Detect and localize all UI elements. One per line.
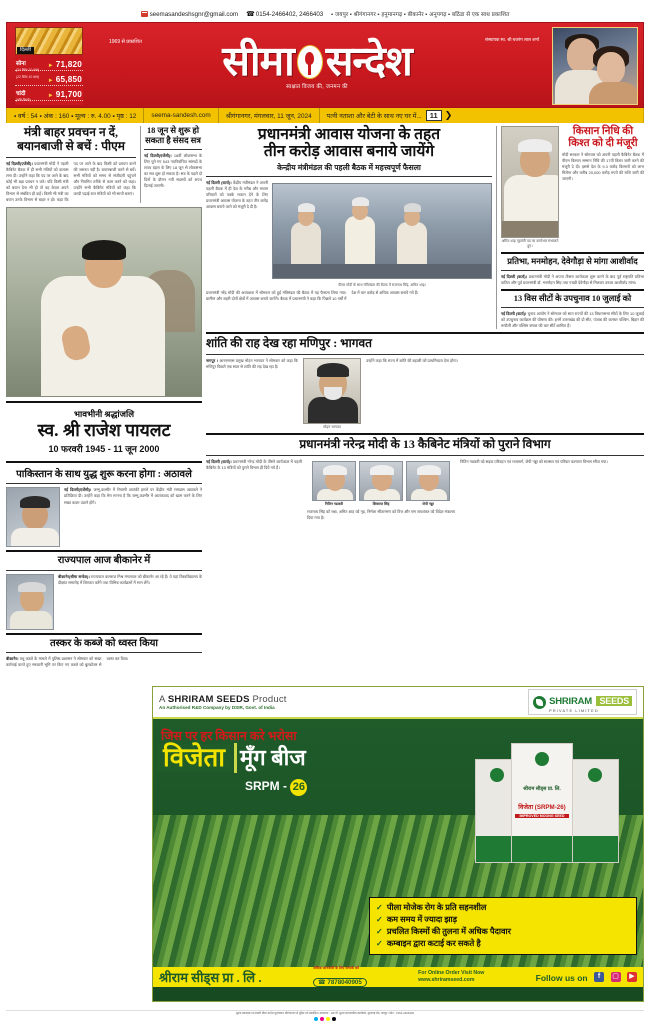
story-headline: पाकिस्तान के साथ युद्ध शुरू करना होगा : अठावले — [16, 468, 192, 480]
story-body — [64, 487, 202, 547]
bhagwat-photo-wrap — [303, 358, 361, 430]
story-minister-speeches[interactable] — [6, 126, 136, 203]
cmyk-magenta — [320, 1017, 324, 1021]
photo-hair — [20, 496, 50, 508]
story-text: राज्यपाल कलराज मिश्र मंगलवार को बीकानेर आ रहे हैं। वे यहां विश्वविद्यालय के दीक्षांत समारोह में शिरकत करेंगे तथा विभिन्न कार्यक्रमों में भाग लेंगे। — [58, 573, 202, 585]
story-parliament-session[interactable] — [140, 126, 202, 203]
divider — [206, 332, 644, 334]
story-smuggler[interactable] — [6, 638, 202, 669]
divider — [6, 483, 202, 484]
obituary-kicker: भावभीनी श्रद्धांजलि — [73, 408, 135, 419]
top-contact-bar — [0, 0, 650, 22]
bullion-rates-box — [15, 27, 83, 105]
benefit-item — [376, 902, 630, 914]
pack-logo-icon — [490, 768, 504, 782]
story-text: वधू कब्जे के मामले में पुलिस-प्रशासन ने सोमवार को सख्त कार्रवाई करते हुए सरकारी भूमि पर किए गए कब्जे को बुलडोजर से ध्वस्त कर दिया। — [6, 656, 129, 668]
ministers-thumbnails — [307, 459, 455, 521]
photo-person-2-hair — [352, 197, 369, 206]
benefit-item — [376, 938, 630, 950]
telephone-icon: ☎ — [246, 11, 254, 18]
lead-text-mid: प्रधानमंत्री नरेंद्र मोदी की अध्यक्षता में सोमवार को हुई मंत्रिमंडल की बैठक में यह फैसला लिया गया। ग्रामीण और शहरी दोनों क्षेत्रों में आवास बनाये जायेंगे। — [206, 289, 347, 301]
rate-label — [16, 53, 39, 72]
photo-desk — [502, 221, 558, 237]
story-dateline: नई दिल्ली(एजेंसी)। — [64, 487, 92, 493]
instagram-icon[interactable]: ▢ — [612, 972, 619, 980]
story-dateline: नई दिल्ली (वार्ता)। — [206, 458, 232, 464]
story-body-col1 — [206, 459, 302, 521]
story-with-photo — [6, 574, 202, 630]
mohan-bhagwat-photo[interactable] — [303, 358, 361, 424]
ad-separator — [234, 743, 237, 773]
logo-text-3: PRIVATE LIMITED — [549, 709, 599, 713]
cmyk-cyan — [314, 1017, 318, 1021]
rate-value: 65,850 — [55, 75, 82, 84]
story-with-photo — [6, 487, 202, 547]
kisan-nidhi-text-wrap — [562, 126, 644, 249]
amit-shah-photo-wrap — [501, 126, 559, 249]
story-athawale[interactable] — [6, 469, 202, 548]
photo-person-b-body — [589, 82, 638, 105]
rate-name: चांदी — [16, 91, 26, 98]
issue-info-strip — [6, 108, 644, 123]
lead-dateline: नई दिल्ली (वार्ता)। — [206, 179, 232, 185]
ad-brand-b: SHRIRAM SEEDS — [167, 694, 250, 705]
cmyk-black — [332, 1017, 336, 1021]
divider — [501, 289, 644, 291]
ad-order-line-1: For Online Order Visit Now — [418, 969, 485, 976]
shriram-seeds-logo — [528, 689, 637, 715]
divider — [206, 354, 644, 355]
flame-shape — [305, 52, 314, 65]
photo-hair — [18, 582, 46, 592]
kisan-nidhi-box[interactable] — [501, 126, 644, 249]
pack-logo-icon — [588, 768, 602, 782]
bhagwat-layout — [206, 358, 644, 430]
facebook-icon[interactable]: f — [594, 972, 604, 982]
check-icon: ✓ — [376, 927, 383, 937]
divider — [6, 550, 202, 552]
story-bypolls[interactable] — [501, 294, 644, 329]
kisan-nidhi-headline: किसान निधि की किश्त को दी मंजूरी — [568, 126, 638, 150]
divider — [501, 270, 644, 271]
colophon-text: मुद्रक प्रकाशक एवं स्वामी सीमा सन्देश मुद्रणालय श्रीगंगानगर से मुद्रित एवं प्रकाशित। सम्पादक : आर.पी. सुतार सम्पादकीय कार्यालय, सुरतगढ़ रोड, जयपुर। फोन : 0154-2466402 — [235, 1011, 415, 1015]
masthead-promo-photo[interactable] — [552, 27, 638, 105]
lead-photo-wrap — [272, 180, 492, 288]
rates-city-label: दिल्ली — [17, 47, 34, 54]
logo-text-1: SHRIRAM — [549, 696, 593, 707]
youtube-icon[interactable]: ▶ — [627, 972, 637, 982]
chevron-right-icon: ❯ — [444, 110, 453, 120]
ad-product-name: विजेता — [157, 744, 231, 773]
ad-product-lockup — [157, 743, 306, 773]
story-text: जम्मू-कश्मीर में रियासी आतंकी हमले पर केंद्रीय मंत्री रामदास अठावले ने प्रतिक्रिया दी। उन्होंने कहा कि मेरा मानना है कि जम्मू-कश्मीर में आतंकवाद को खत्म करने के लिए सख्त कदम उठाने होंगे। — [64, 487, 202, 505]
ad-variety — [245, 779, 307, 796]
rate-row — [15, 86, 83, 101]
email-text: seemasandeshsgnr@gmail.com — [149, 10, 239, 18]
story-text-1: प्रधानमंत्री मोदी ने पहली कैबिनेट बैठक में ही सभी मंत्रियों को कलास लगा दी। उन्होंने कहा कि पद पर आने के बाद कोई भी बड़ा प्रवचन न करे। यदि किसी मंत्री को बयान देना भी हो तो वह केवल अपने विभाग से संबंधित ही कहें। किसी भी मंत्री का बयान उनके विभाग से बाहर न हो। — [6, 160, 69, 202]
photo-person-b-face — [597, 52, 625, 84]
obituary-name: स्व. श्री राजेश पायलट — [37, 419, 171, 440]
ad-tagline: जिस पर हर किसान करे भरोसा — [161, 729, 297, 743]
minister-photo — [406, 461, 450, 501]
logo-text-wrap — [549, 691, 632, 713]
benefit-text: कम समय में ज्यादा झाड़ — [386, 915, 458, 925]
established-line: 1969 से प्रकाशित — [109, 39, 142, 45]
ad-phone-digits: 7878040905 — [327, 978, 362, 986]
story-body — [58, 574, 202, 630]
logo-text-2: SEEDS — [596, 696, 632, 706]
photo-kurta — [41, 276, 165, 396]
check-icon: ✓ — [376, 939, 383, 949]
pack-product: विजेता (SRPM-26) — [518, 804, 566, 811]
ad-product-packs — [475, 733, 625, 863]
ad-contact-block — [313, 966, 367, 989]
photo-hair — [518, 139, 552, 152]
ad-variety-number: 26 — [290, 779, 307, 796]
logo-text-right: सन्देश — [325, 38, 412, 85]
divider — [501, 307, 644, 308]
minister-photo — [359, 461, 403, 501]
benefit-text: कम्बाइन द्वारा कटाई कर सकते है — [386, 939, 481, 949]
story-headline: प्रधानमंत्री नरेन्द्र मोदी के 13 कैबिनेट मंत्रियों को पुराने विभाग — [299, 436, 551, 451]
minister-row — [307, 461, 455, 507]
photo-hair — [82, 240, 126, 260]
email-item — [141, 11, 238, 18]
masthead — [6, 22, 644, 108]
lead-headline-line-1: प्रधानमंत्री आवास योजना के तहत — [257, 126, 441, 143]
ad-follow-label: Follow us on — [535, 973, 588, 983]
story-text-1: प्रधानमंत्री नरेन्द्र मोदी के तीसरे कार्यकाल में पहली कैबिनेट के 13 मंत्रियों को पुराने विभाग ही दिये गये हैं। — [206, 458, 302, 470]
rate-sub: (प्रति किलो) — [16, 98, 31, 103]
lead-body-left — [206, 180, 268, 288]
photo-person-1-hair — [298, 203, 315, 212]
story-text: 18वीं लोकसभा के लिए चुने गए 543 नवनिर्वाचित सांसदों के शपथ ग्रहण के लिए 18 जून से लोकसभा का सत्र शुरू हो सकता है। सत्र के पहले दो दिनों के दौरान नयी सदस्यों को शपथ दिलाई जाएगी। — [144, 152, 202, 189]
photo-table — [273, 264, 491, 278]
story-dateline: नई दिल्ली (वार्ता)। — [501, 273, 528, 279]
story-text-left: आरएसएस प्रमुख मोहन भागवत ने सोमवार को कहा कि मणिपुर पिछले एक साल से शांति की राह देख रहा है। — [206, 357, 299, 369]
teaser-text: पत्नी नताशा और बेटी के साथ नए घर में... — [326, 113, 422, 120]
lead-and-sidebar — [206, 126, 644, 329]
story-body-right: उन्होंने कहा कि राज्य में शांति की बहाली को प्राथमिकता देना होगा। — [366, 357, 458, 363]
seed-pack — [571, 759, 619, 863]
check-icon: ✓ — [376, 915, 383, 925]
rajesh-pilot-photo[interactable] — [6, 207, 202, 397]
minister-name: नितिन गडकरी — [324, 501, 343, 506]
lead-body-continued — [206, 290, 492, 302]
rate-label — [16, 83, 31, 102]
amit-shah-photo[interactable] — [501, 126, 559, 238]
ad-order-website[interactable]: www.shriramseed.com — [418, 977, 475, 983]
story-text: चुनाव आयोग ने सोमवार को सात राज्यों की 13 विधानसभा सीटों के लिए 10 जुलाई को उपचुनाव कार्यक्रम की घोषणा की। इनमें उत्तराखंड की दो सीट, पंजाब की जलंधर पश्चिम, बिहार की रूपौली और पश्चिम बंगाल की चार सीटें शामिल हैं। — [501, 310, 644, 328]
left-top-stories — [6, 126, 202, 203]
obituary-dates: 10 फरवरी 1945 - 11 जून 2000 — [48, 443, 160, 454]
ad-brand-post: Product — [249, 694, 287, 705]
phone-text: 0154-2466402, 2466403 — [255, 10, 324, 18]
lead-text-and-photo — [206, 180, 492, 288]
story-dateline: बीकानेर(सीमा सन्देश)। — [58, 573, 90, 579]
page-body — [6, 126, 644, 669]
divider — [6, 652, 202, 653]
rate-label — [16, 76, 39, 79]
story-dateline: बीकानेर। — [6, 656, 19, 662]
edition-dateline: श्रीगंगानगर, मंगलवार, 11 जून, 2024 — [219, 108, 320, 123]
story-headline: शांति की राह देख रहा मणिपुर : भागवत — [206, 336, 372, 351]
ad-phone-number[interactable]: ☎ 7878040905 — [313, 978, 367, 987]
check-icon: ✓ — [376, 903, 383, 913]
story-headline: प्रतिभा, मनमोहन, देवेगौड़ा से मांगा आशीर्वाद — [507, 257, 638, 266]
benefit-text: प्रचलित किस्मों की तुलना में अधिक पैदावार — [386, 927, 511, 937]
minister-card[interactable] — [359, 461, 403, 507]
divider — [6, 570, 202, 571]
kisan-nidhi-body: मोदी सरकार ने सोमवार को अपनी पहली कैबिनेट बैठक में पीएम किसान सम्मान निधि की 17वीं किस्त जारी करने की मंजूरी दे दी। इससे देश के 9.3 करोड़ किसानों को लाभ मिलेगा और करीब 20,000 करोड़ रुपये की राशि जारी की जाएगी। — [562, 152, 644, 182]
story-body — [501, 311, 644, 329]
athawale-photo[interactable] — [6, 487, 60, 547]
benefit-text: पीला मोजेक रोग के प्रति सहनशील — [386, 903, 487, 913]
story-dateline: नई दिल्ली(एजेंसी)। — [6, 160, 33, 166]
rates-rows — [15, 55, 83, 101]
ad-brand-block — [159, 694, 287, 710]
seed-pack-main — [511, 743, 573, 863]
story-headline: मंत्री बाहर प्रवचन न दें, बयानबाजी से बचें : पीएम — [17, 125, 125, 153]
colophon — [6, 1010, 644, 1022]
ad-phone-label: अधिक जानकारी के लिए सम्पर्क करें — [312, 965, 359, 970]
ad-variety-label: SRPM - — [245, 779, 287, 793]
divider — [206, 176, 492, 177]
minister-name: जेपी नड्डा — [422, 501, 434, 506]
story-bhagwat[interactable] — [206, 337, 644, 430]
lead-subhead: केन्द्रीय मंत्रीमंडल की पहली बैठक में महत्त्वपूर्ण फैसला — [277, 162, 421, 172]
founder-line: संस्थापक स्व. श्री बजरंग लाल शर्मा — [485, 37, 539, 42]
ad-accent-line — [153, 717, 643, 719]
story-headline: तस्कर के कब्जे को ध्वस्त किया — [49, 637, 159, 649]
shriram-seeds-advertisement[interactable] — [152, 686, 644, 1002]
ad-brand-line — [159, 694, 287, 705]
photo-beard — [324, 387, 342, 400]
benefit-item — [376, 914, 630, 926]
ad-subline: An Authorised R&D Company by DSIR, Govt. of India — [159, 705, 275, 710]
pack-logo-icon — [535, 752, 549, 766]
cabinet-meeting-photo[interactable] — [272, 183, 492, 279]
masthead-center — [87, 25, 547, 107]
editions-list: ▪ जयपुर ▪ श्रीगंगानगर ▪ हनुमानगढ़ ▪ बीकानेर ▪ अनूपगढ़ ▪ बठिंडा से एक साथ प्रकाशित — [331, 12, 510, 18]
ad-footer-brand: श्रीराम सीड्स प्रा . लि . — [159, 970, 262, 985]
photo-hair — [370, 465, 394, 475]
photo-caption: मोहन भागवत — [323, 424, 341, 429]
ad-header — [153, 687, 643, 717]
story-body-left — [206, 358, 298, 430]
story-dateline: नई दिल्ली(एजेंसी)। — [144, 152, 172, 158]
obituary-tribute — [6, 401, 202, 463]
story-body — [144, 153, 202, 189]
minister-card[interactable] — [406, 461, 450, 507]
story-body — [6, 161, 136, 203]
photo-person-3-hair — [404, 203, 421, 212]
story-headline: 13 विस सीटों के उपचुनाव 10 जुलाई को — [513, 294, 632, 303]
lead-story[interactable] — [206, 126, 492, 329]
website-link[interactable]: seema-sandesh.com — [144, 108, 218, 123]
left-column — [6, 126, 202, 669]
minister-photo — [312, 461, 356, 501]
photo-hair — [417, 465, 441, 475]
divider — [206, 433, 644, 435]
newspaper-logo — [222, 38, 412, 85]
story-headline: राज्यपाल आज बीकानेर में — [57, 555, 151, 567]
teaser-item[interactable] — [320, 108, 643, 123]
minister-card[interactable] — [312, 461, 356, 507]
pack-brand: श्रीराम सीड्स प्रा. लि. — [523, 786, 561, 792]
photo-caption: पीएम मोदी के साथ मंत्रिमंडल की बैठक में राजनाथ सिंह, अमित शाह। — [338, 282, 426, 287]
rate-name: सोना — [16, 61, 26, 68]
lead-text-right: बैठक में प्रधानमंत्री ने कहा कि पिछले 10 वर्षों में देश में चार करोड़ से अधिक आवास बनाये गये हैं। — [280, 289, 419, 301]
story-text-3: नितिन गडकरी को सड़क परिवहन एवं राजमार्ग, जेपी नड्डा को स्वास्थ्य एवं परिवार कल्याण विभाग सौंपा गया। — [460, 458, 608, 464]
issue-details: ▪ वर्ष : 54 ▪ अंक : 160 ▪ मूल्य : रु. 4.00 ▪ पृष्ठ : 12 — [7, 108, 144, 123]
story-text-2: कहा कि पद पर आने के बाद किसी को प्रवचन करने की जरूरत नहीं है। बयानबाजी करने से बचें। सभी मंत्रियों को समय से संजीदगी पहुंचने और नियमित तरीके से काम करने को कहा। उन्होंने सभी कैबिनेट मंत्रियों को कहा कि जल्दी पढ़ाई राल मंत्रियों को भी साथी बनाएं। — [56, 160, 136, 202]
lead-headline-line-2: तीन करोड़ आवास बनाये जायेंगे — [263, 143, 435, 161]
gmail-icon — [141, 11, 148, 17]
rate-sub: (24 कैरेट 10 ग्राम) — [16, 68, 40, 73]
leaf-icon — [533, 696, 546, 709]
cmyk-registration-marks — [6, 1017, 644, 1021]
photo-body — [308, 397, 358, 424]
divider — [6, 633, 202, 635]
rate-value-wrap — [48, 84, 82, 102]
photo-body — [10, 611, 52, 630]
pack-subtitle: IMPROVED MOONG SEED — [515, 814, 569, 818]
story-blessings[interactable] — [501, 257, 644, 286]
gold-bars-image — [15, 27, 83, 55]
rate-value: 71,820 — [55, 60, 82, 69]
governor-photo[interactable] — [6, 574, 54, 630]
rate-sub: (22 कैरेट 10 ग्राम) — [16, 75, 40, 80]
cmyk-yellow — [326, 1017, 330, 1021]
lead-text-left: केंद्रीय मंत्रीमंडल ने अपनी पहली बैठक में ही देश के गरीब और मध्यम परिवारों को पक्के मकान देने के लिए प्रधानमंत्री आवास योजना के तहत तीन करोड़ आवास बनाये जाने को मंजूरी दे दी है। — [206, 179, 268, 209]
rate-value: 91,700 — [55, 90, 82, 99]
pack-band — [512, 836, 572, 862]
ad-order-block — [418, 970, 484, 984]
right-column — [496, 126, 644, 329]
teaser-page-badge: 11 — [426, 110, 442, 121]
flame-emblem-icon — [297, 45, 323, 79]
divider — [6, 157, 136, 158]
divider — [206, 455, 644, 456]
story-dateline: नई दिल्ली (वार्ता)। — [501, 310, 527, 316]
center-column — [206, 126, 644, 669]
ad-social-block — [536, 968, 637, 986]
arrow-icon: ► — [47, 93, 54, 99]
ad-product-type: मूँग बीज — [240, 744, 306, 770]
story-body — [501, 274, 644, 286]
photo-caption: अमित शाह गृहमंत्री पद का कार्यभार संभालते हुए। — [501, 239, 559, 248]
photo-body — [11, 528, 59, 547]
story-body — [6, 656, 202, 668]
photo-hair — [323, 465, 347, 475]
story-dateline: नागपुर । — [206, 357, 219, 363]
ad-brand-pre: A — [159, 694, 168, 705]
ad-footer — [153, 967, 643, 987]
arrow-icon: ► — [47, 78, 54, 84]
masthead-tagline: साक्षात विजय की, जनमन की — [286, 83, 348, 90]
ad-benefits-list — [369, 897, 637, 955]
story-headline: 18 जून से शुरू हो सकता है संसद सत्र — [145, 126, 201, 145]
pack-band — [572, 836, 618, 862]
minister-name: शिवराज सिंह — [372, 501, 390, 506]
divider — [501, 252, 644, 254]
divider — [144, 149, 202, 150]
arrow-icon: ► — [47, 63, 54, 69]
story-text-2: राजनाथ सिंह को रक्षा, अमित शाह को गृह, निर्मला सीतारमण को वित्त और एस जयशंकर को विदेश मंत्रालय दिया गया है। — [307, 508, 455, 520]
benefit-item — [376, 926, 630, 938]
photo-hair — [317, 363, 349, 377]
logo-text-left: सीमा — [222, 38, 294, 85]
story-governor[interactable] — [6, 555, 202, 630]
phone-item — [246, 10, 323, 18]
cabinet-layout — [206, 459, 644, 521]
story-text: प्रधानमंत्री मोदी ने अपना तीसरा कार्यकाल शुरू करने के बाद पूर्व राष्ट्रपति प्रतिभा पाटिल और पूर्व प्रधानमंत्री डॉ. मनमोहन सिंह तथा एचडी देवेगौड़ा से मिलकर उनका आशीर्वाद मांगा। — [501, 273, 644, 285]
story-cabinet-portfolios[interactable] — [206, 438, 644, 521]
